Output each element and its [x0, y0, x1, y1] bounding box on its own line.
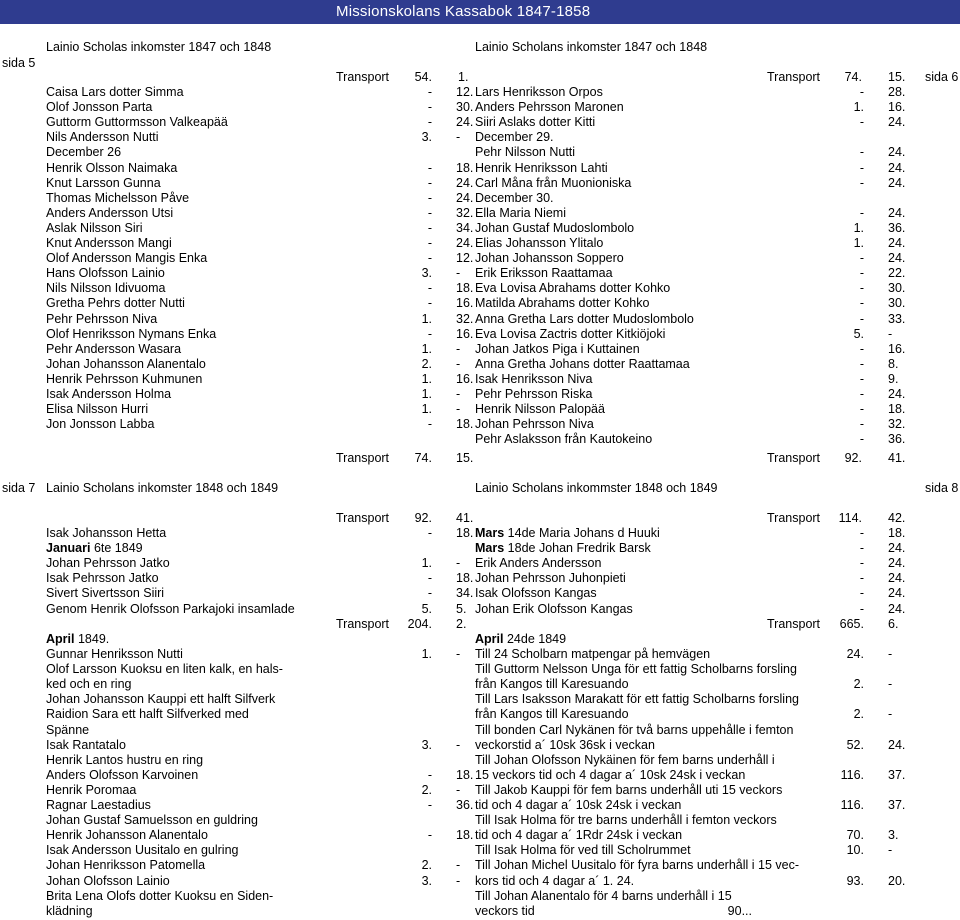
sec2-left-mid-b: 2.: [456, 617, 467, 631]
ledger-row-sk: 18.: [456, 160, 474, 175]
ledger-row-sk: 24.: [456, 190, 474, 205]
ledger-row-name: veckorstid a´ 10sk 36sk i veckan: [475, 737, 655, 752]
ledger-row-rdr: 3.: [421, 130, 432, 145]
sec2-right-mid-a: 665.: [839, 617, 864, 631]
sec1-left-transport-a: 54.: [414, 70, 432, 84]
ledger-row-name: Henrik Lantos hustru en ring: [46, 752, 204, 767]
ledger-row-sk: 24.: [456, 115, 474, 130]
ledger-row-rdr: 1.: [421, 556, 432, 571]
page-title: Missionskolans Kassabok 1847-1858: [336, 3, 591, 20]
ledger-row-rdr: -: [859, 115, 864, 130]
sec1-right-transport-b: 15.: [888, 70, 906, 84]
ledger-row-name: Till Guttorm Nelsson Unga för ett fattig Scholbarns forsling: [475, 662, 797, 677]
ledger-row-sk: 32.: [456, 205, 474, 220]
ledger-row-sk: 18.: [888, 526, 906, 540]
ledger-row-rdr: 10.: [846, 843, 864, 858]
ledger-row-rdr: 5.: [421, 601, 432, 616]
ledger-row-sk: 30.: [888, 296, 906, 311]
ledger-row-sk: 30.: [888, 281, 906, 296]
ledger-row-name: Olof Andersson Mangis Enka: [46, 251, 208, 266]
ledger-row-sk: 3.: [888, 828, 899, 843]
ledger-row-name: Till 24 Scholbarn matpengar på hemvägen: [475, 647, 711, 661]
ledger-row-sk: -: [456, 782, 461, 797]
ledger-row-sk: 5.: [456, 601, 467, 616]
ledger-row-name: Isak Rantatalo: [46, 737, 126, 752]
page-label-5: sida 5: [2, 56, 36, 70]
ledger-row-name: Isak Olofsson Kangas: [475, 586, 597, 601]
ledger-row-name: Till bonden Carl Nykänen för två barns uppehålle i femton: [475, 722, 794, 737]
ledger-row-sk: 24.: [888, 115, 906, 130]
ledger-row-sk: -: [888, 843, 893, 858]
ledger-row-sk: 32.: [456, 311, 474, 326]
ledger-row-rdr: -: [859, 417, 864, 432]
ledger-row-name: Olof Larsson Kuoksu en liten kalk, en hals-: [46, 662, 283, 677]
ledger-row-name: Anders Andersson Utsi: [46, 205, 174, 220]
ledger-row-name: Ella Maria Niemi: [475, 205, 566, 220]
sec1-right-transport-label: Transport: [767, 70, 821, 84]
ledger-row-rdr: -: [427, 417, 432, 432]
ledger-row-sk: -: [888, 707, 893, 722]
ledger-row-name: Isak Andersson Holma: [46, 387, 172, 401]
ledger-row-rdr: 1.: [421, 647, 432, 661]
sec1-left-total-label: Transport: [336, 451, 390, 465]
ledger-row-rdr: 116.: [840, 798, 864, 812]
ledger-row-rdr: 3.: [421, 737, 432, 752]
sec2-left-transport-b: 41.: [456, 511, 474, 525]
ledger-row-rdr: 2.: [853, 707, 864, 722]
ledger-row-sk: 24.: [888, 571, 906, 586]
ledger-row-name: Januari 6te 1849: [46, 541, 143, 556]
ledger-row-name: 15 veckors tid och 4 dagar a´ 10sk 24sk i veckan: [475, 767, 746, 782]
ledger-row-name: December 29.: [475, 130, 554, 145]
ledger-row-sk: -: [888, 677, 893, 692]
ledger-row-rdr: -: [427, 281, 432, 296]
ledger-row-name: Guttorm Guttormsson Valkeapää: [46, 115, 228, 130]
ledger-row-sk: -: [456, 387, 461, 401]
page-label-6: sida 6: [925, 70, 959, 84]
ledger-row-rdr: 52.: [846, 737, 864, 752]
ledger-row-sk: -: [456, 556, 461, 571]
ledger-row-sk: 12.: [456, 251, 474, 266]
ledger-row-sk: 20.: [888, 873, 906, 888]
ledger-row-rdr: -: [427, 190, 432, 205]
ledger-row-rdr: -: [427, 236, 432, 250]
ledger-row-sk: 18.: [456, 767, 474, 782]
ledger-row-rdr: 1.: [853, 220, 864, 235]
ledger-row-rdr: 3.: [421, 266, 432, 281]
ledger-row-sk: 24.: [888, 737, 906, 752]
sec2-right-transport-label: Transport: [767, 511, 821, 525]
ledger-row-name: Anders Olofsson Karvoinen: [46, 767, 199, 782]
ledger-row-name: Lars Henriksson Orpos: [475, 85, 603, 99]
ledger-row-rdr: 1.: [421, 311, 432, 326]
ledger-row-sk: 16.: [456, 296, 474, 311]
ledger-row-name: Till Isak Holma för tre barns underhåll i femton veckors: [475, 813, 777, 828]
ledger-row-sk: 37.: [888, 767, 906, 782]
ledger-row-name: Johan Johansson Kauppi ett halft Silfverk: [46, 692, 276, 707]
ledger-row-name: Matilda Abrahams dotter Kohko: [475, 296, 650, 311]
ledger-row-name: Eva Lovisa Zactris dotter Kitkiöjoki: [475, 326, 666, 341]
ledger-row-name: Till Lars Isaksson Marakatt för ett fattig Scholbarns forsling: [475, 692, 799, 707]
ledger-row-rdr: 2.: [853, 677, 864, 692]
ledger-row-rdr: -: [859, 387, 864, 401]
ledger-row-sk: -: [456, 402, 461, 417]
ledger-row-name-rest: 6te 1849: [90, 541, 143, 556]
ledger-row-name: Isak Henriksson Niva: [475, 371, 593, 386]
ledger-row-rdr: 5.: [853, 326, 864, 341]
page-label-7: sida 7: [2, 481, 36, 495]
ledger-row-rdr: -: [427, 767, 432, 782]
ledger-row-sk: 32.: [888, 417, 906, 432]
sec1-right-total-label: Transport: [767, 451, 821, 465]
ledger-row-sk: -: [888, 326, 893, 341]
ledger-row-name: Knut Andersson Mangi: [46, 236, 172, 250]
ledger-row-name-rest: 14de Maria Johans d Huuki: [504, 526, 660, 540]
ledger-row-rdr: -: [859, 356, 864, 371]
ledger-row-rdr: -: [427, 251, 432, 266]
ledger-row-sk: -: [456, 341, 461, 356]
ledger-row-name: Erik Eriksson Raattamaa: [475, 266, 613, 281]
ledger-row-rdr: -: [427, 526, 432, 540]
sec2-right-mid-b: 6.: [888, 617, 899, 631]
ledger-row-sk: 36.: [888, 220, 906, 235]
ledger-row-sk: 18.: [456, 828, 474, 843]
ledger-row-name: Carl Måna från Muonioniska: [475, 175, 632, 190]
sec2-right-heading: Lainio Scholans inkommster 1848 och 1849: [475, 481, 718, 495]
sec1-left-transport-label: Transport: [336, 70, 390, 84]
ledger-row-rdr: -: [859, 341, 864, 356]
ledger-row-name: Anna Gretha Johans dotter Raattamaa: [475, 356, 690, 371]
ledger-row-rdr: -: [859, 432, 864, 447]
ledger-row-sk: -: [456, 858, 461, 873]
ledger-row-rdr: 24.: [846, 647, 864, 661]
ledger-row-name: Hans Olofsson Lainio: [46, 266, 165, 281]
ledger-row-name: tid och 4 dagar a´ 1Rdr 24sk i veckan: [475, 828, 683, 843]
ledger-row-rdr: -: [427, 115, 432, 130]
ledger-row-name: Pehr Aslaksson från Kautokeino: [475, 432, 653, 447]
ledger-row-name-rest: 18de Johan Fredrik Barsk: [504, 541, 651, 556]
sec1-right-total-a: 92.: [844, 451, 862, 465]
ledger-row-sk: -: [456, 647, 461, 661]
ledger-row-rdr: -: [427, 205, 432, 220]
ledger-row-name: Brita Lena Olofs dotter Kuoksu en Siden-: [46, 888, 274, 903]
ledger-row-rdr: -: [427, 296, 432, 311]
ledger-row-name: Elias Johansson Ylitalo: [475, 236, 604, 250]
ledger-row-rdr: 2.: [421, 858, 432, 873]
ledger-row-sk: 30.: [456, 100, 474, 115]
april-left-heading: April 1849.: [46, 632, 110, 646]
ledger-row-name: Johan Johansson Alanentalo: [46, 356, 206, 371]
ledger-row-sk: 18.: [456, 571, 474, 586]
ledger-row-name: Johan Pehrsson Juhonpieti: [475, 571, 626, 586]
april-left-rest: 1849.: [74, 632, 110, 646]
ledger-row-name: Sivert Sivertsson Siiri: [46, 586, 165, 601]
ledger-row-sk: 16.: [456, 371, 474, 386]
ledger-row-name: Till Johan Alanentalo för 4 barns underhåll i 15: [475, 888, 732, 903]
ledger-row-name: Nils Andersson Nutti: [46, 130, 159, 145]
ledger-row-rdr: 1.: [853, 100, 864, 115]
ledger-row-name: Pehr Pehrsson Riska: [475, 387, 593, 401]
ledger-row-sk: 34.: [456, 586, 474, 601]
ledger-row-rdr: 1.: [421, 371, 432, 386]
ledger-row-sk: 24.: [888, 556, 906, 571]
title-bar: [0, 0, 960, 24]
ledger-row-name: Raidion Sara ett halft Silfverked med: [46, 707, 249, 722]
ledger-row-sk: 24.: [888, 387, 906, 401]
ledger-row-sk: 36.: [888, 432, 906, 447]
ledger-row-sk: 28.: [888, 85, 906, 99]
sec1-right-transport-a: 74.: [844, 70, 862, 84]
ledger-row-sk: 16.: [456, 326, 474, 341]
ledger-row-name: Pehr Nilsson Nutti: [475, 145, 576, 160]
ledger-row-sk: -: [456, 266, 461, 281]
ledger-row-rdr: -: [859, 586, 864, 601]
sec2-right-transport-a: 114.: [838, 511, 862, 525]
ledger-row-name: veckors tid: [475, 903, 535, 918]
ledger-row-rdr: -: [427, 160, 432, 175]
ledger-row-rdr: -: [859, 205, 864, 220]
ledger-row-rdr: 2.: [421, 782, 432, 797]
ledger-row-rdr: -: [427, 100, 432, 115]
ledger-row-name: från Kangos till Karesuando: [475, 707, 629, 722]
ledger-row-name: Johan Pehrsson Niva: [475, 417, 594, 432]
ledger-row-name: Mars 18de Johan Fredrik Barsk: [475, 541, 651, 556]
ledger-row-name: Knut Larsson Gunna: [46, 175, 161, 190]
sec2-left-transport-label: Transport: [336, 511, 390, 525]
ledger-row-rdr: -: [427, 586, 432, 601]
ledger-row-name: Johan Pehrsson Jatko: [46, 556, 170, 571]
ledger-row-sk: -: [456, 356, 461, 371]
ledger-row-rdr: -: [427, 220, 432, 235]
ledger-row-name: Till Johan Olofsson Nykäinen för fem barns underhåll i: [475, 752, 775, 767]
ledger-row-name: Henrik Johansson Alanentalo: [46, 828, 208, 843]
ledger-row-name: Olof Henriksson Nymans Enka: [46, 326, 217, 341]
ledger-row-name: Isak Johansson Hetta: [46, 526, 167, 540]
ledger-row-name: December 30.: [475, 190, 554, 205]
sec2-left-mid-a: 204.: [407, 617, 432, 631]
ledger-row-rdr: -: [859, 281, 864, 296]
ledger-row-name: Caisa Lars dotter Simma: [46, 85, 184, 99]
ledger-row-sk: 18.: [456, 526, 474, 540]
ledger-row-name: Anna Gretha Lars dotter Mudoslombolo: [475, 311, 694, 326]
ledger-row-sk: 9.: [888, 371, 899, 386]
ledger-row-rdr: 1.: [853, 236, 864, 250]
ledger-row-rdr: -: [427, 798, 432, 812]
ledger-row-name: Johan Olofsson Lainio: [46, 873, 170, 888]
page-label-8: sida 8: [925, 481, 959, 495]
ledger-row-sk: 33.: [888, 311, 906, 326]
ledger-row-rdr: -: [859, 571, 864, 586]
ledger-row-name: tid och 4 dagar a´ 10sk 24sk i veckan: [475, 798, 682, 812]
ledger-row-rdr: -: [859, 85, 864, 99]
ledger-row-name: Henrik Henriksson Lahti: [475, 160, 608, 175]
ledger-row-name: Till Isak Holma för ved till Scholrummet: [475, 843, 691, 858]
ledger-row-name: Isak Pehrsson Jatko: [46, 571, 159, 586]
ledger-row-name: Thomas Michelsson Påve: [46, 190, 190, 205]
sec2-right-mid-label: Transport: [767, 617, 821, 631]
ledger-row-sk: 12.: [456, 85, 474, 99]
ledger-row-name: Ragnar Laestadius: [46, 798, 151, 812]
ledger-row-sk: 22.: [888, 266, 906, 281]
ledger-row-name: Johan Jatkos Piga i Kuttainen: [475, 341, 640, 356]
sec2-left-transport-a: 92.: [414, 511, 432, 525]
ledger-row-rdr: -: [427, 85, 432, 99]
ledger-row-name: December 26: [46, 145, 122, 160]
ledger-row-rdr: 70.: [846, 828, 864, 843]
ledger-row-name: från Kangos till Karesuando: [475, 677, 629, 692]
ledger-row-sk: 24.: [888, 251, 906, 266]
ledger-row-sk: 24.: [888, 541, 906, 556]
ledger-row-rdr: -: [859, 371, 864, 386]
ledger-row-name: Henrik Poromaa: [46, 782, 137, 797]
ledger-row-name: Aslak Nilsson Siri: [46, 220, 143, 235]
ledger-row-sk: 24.: [888, 160, 906, 175]
ledger-row-name: Pehr Pehrsson Niva: [46, 311, 158, 326]
ledger-row-name: Genom Henrik Olofsson Parkajoki insamlade: [46, 601, 295, 616]
april-right-heading: April 24de 1849: [475, 632, 567, 646]
ledger-row-rdr: -: [859, 145, 864, 160]
ledger-row-sk: 18.: [888, 402, 906, 417]
ledger-row-rdr: 1.: [421, 387, 432, 401]
ledger-row-sk: -: [888, 647, 893, 661]
ledger-row-sk: 24.: [456, 175, 474, 190]
sec1-right-total-b: 41.: [888, 451, 906, 465]
ledger-row-rdr: 90...: [727, 903, 752, 918]
sec1-left-heading: Lainio Scholas inkomster 1847 och 1848: [46, 40, 272, 54]
ledger-row-name: Johan Gustaf Samuelsson en guldring: [46, 813, 258, 828]
ledger-row-name: Erik Anders Andersson: [475, 556, 602, 571]
ledger-row-name: Gretha Pehrs dotter Nutti: [46, 296, 185, 311]
sec1-right-heading: Lainio Scholans inkomster 1847 och 1848: [475, 40, 708, 54]
ledger-row-sk: 36.: [456, 798, 474, 812]
ledger-row-sk: 18.: [456, 281, 474, 296]
ledger-row-sk: 24.: [888, 175, 906, 190]
ledger-row-sk: 24.: [888, 601, 906, 616]
ledger-row-name: Johan Henriksson Patomella: [46, 858, 206, 873]
ledger-row-name: Siiri Aslaks dotter Kitti: [475, 115, 596, 130]
ledger-row-name: klädning: [46, 903, 93, 918]
ledger-row-name: Pehr Andersson Wasara: [46, 341, 182, 356]
ledger-row-sk: 24.: [888, 205, 906, 220]
ledger-row-name: Olof Jonsson Parta: [46, 100, 153, 115]
ledger-row-sk: 37.: [888, 798, 906, 812]
ledger-row-name: Johan Gustaf Mudoslombolo: [475, 220, 635, 235]
sec1-left-transport-b: 1.: [458, 70, 469, 84]
ledger-row-name: Mars 14de Maria Johans d Huuki: [475, 526, 660, 540]
ledger-row-rdr: -: [859, 251, 864, 266]
ledger-row-rdr: -: [859, 556, 864, 571]
ledger-row-rdr: 1.: [421, 341, 432, 356]
ledger-row-name: Johan Erik Olofsson Kangas: [475, 601, 633, 616]
ledger-row-name: Henrik Olsson Naimaka: [46, 160, 178, 175]
sec2-right-transport-b: 42.: [888, 511, 906, 525]
ledger-row-name: Henrik Pehrsson Kuhmunen: [46, 371, 203, 386]
ledger-row-name: Till Jakob Kauppi för fem barns underhåll uti 15 veckors: [475, 782, 783, 797]
ledger-row-sk: 34.: [456, 220, 474, 235]
ledger-row-name: kors tid och 4 dagar a´ 1. 24.: [475, 873, 635, 888]
ledger-row-name: Johan Johansson Soppero: [475, 251, 624, 266]
ledger-row-sk: 18.: [456, 417, 474, 432]
ledger-row-rdr: -: [859, 402, 864, 417]
sec1-left-total-a: 74.: [414, 451, 432, 465]
ledger-row-sk: 16.: [888, 341, 906, 356]
ledger-row-rdr: -: [859, 266, 864, 281]
ledger-row-rdr: -: [427, 571, 432, 586]
ledger-row-sk: 24.: [888, 145, 906, 160]
ledger-row-name: Eva Lovisa Abrahams dotter Kohko: [475, 281, 671, 296]
ledger-row-rdr: -: [859, 601, 864, 616]
ledger-row-rdr: -: [859, 175, 864, 190]
ledger-row-rdr: -: [859, 541, 864, 556]
ledger-row-rdr: -: [859, 296, 864, 311]
ledger-row-sk: 24.: [888, 236, 906, 250]
ledger-row-rdr: 2.: [421, 356, 432, 371]
ledger-row-rdr: -: [859, 160, 864, 175]
ledger-row-name: Elisa Nilsson Hurri: [46, 402, 149, 417]
ledger-row-rdr: -: [859, 526, 864, 540]
ledger-row-sk: -: [456, 737, 461, 752]
ledger-row-sk: -: [456, 130, 461, 145]
sec2-left-heading: Lainio Scholans inkomster 1848 och 1849: [46, 481, 279, 495]
ledger-row-sk: -: [456, 873, 461, 888]
ledger-row-name: Anders Pehrsson Maronen: [475, 100, 624, 115]
ledger-row-sk: 24.: [456, 236, 474, 250]
ledger-row-sk: 8.: [888, 356, 899, 371]
ledger-row-sk: 24.: [888, 586, 906, 601]
ledger-row-rdr: 3.: [421, 873, 432, 888]
ledger-row-rdr: 116.: [840, 767, 864, 782]
ledger-row-name: Jon Jonsson Labba: [46, 417, 155, 432]
ledger-row-rdr: -: [427, 828, 432, 843]
ledger-row-name: Nils Nilsson Idivuoma: [46, 281, 166, 296]
ledger-row-name: ked och en ring: [46, 677, 132, 692]
sec2-left-mid-label: Transport: [336, 617, 390, 631]
ledger-row-name: Isak Andersson Uusitalo en gulring: [46, 843, 239, 858]
sec1-left-total-b: 15.: [456, 451, 474, 465]
april-right-rest: 24de 1849: [503, 632, 567, 646]
ledger-row-rdr: 1.: [421, 402, 432, 417]
ledger-row-name: Gunnar Henriksson Nutti: [46, 647, 183, 661]
ledger-row-rdr: 93.: [846, 873, 864, 888]
ledger-row-rdr: -: [427, 326, 432, 341]
ledger-row-name: Spänne: [46, 722, 90, 737]
ledger-row-rdr: -: [427, 175, 432, 190]
ledger-row-rdr: -: [859, 311, 864, 326]
ledger-row-sk: 16.: [888, 100, 906, 115]
ledger-row-name: Henrik Nilsson Palopää: [475, 402, 605, 417]
ledger-row-name: Till Johan Michel Uusitalo för fyra barns underhåll i 15 vec-: [475, 858, 799, 873]
